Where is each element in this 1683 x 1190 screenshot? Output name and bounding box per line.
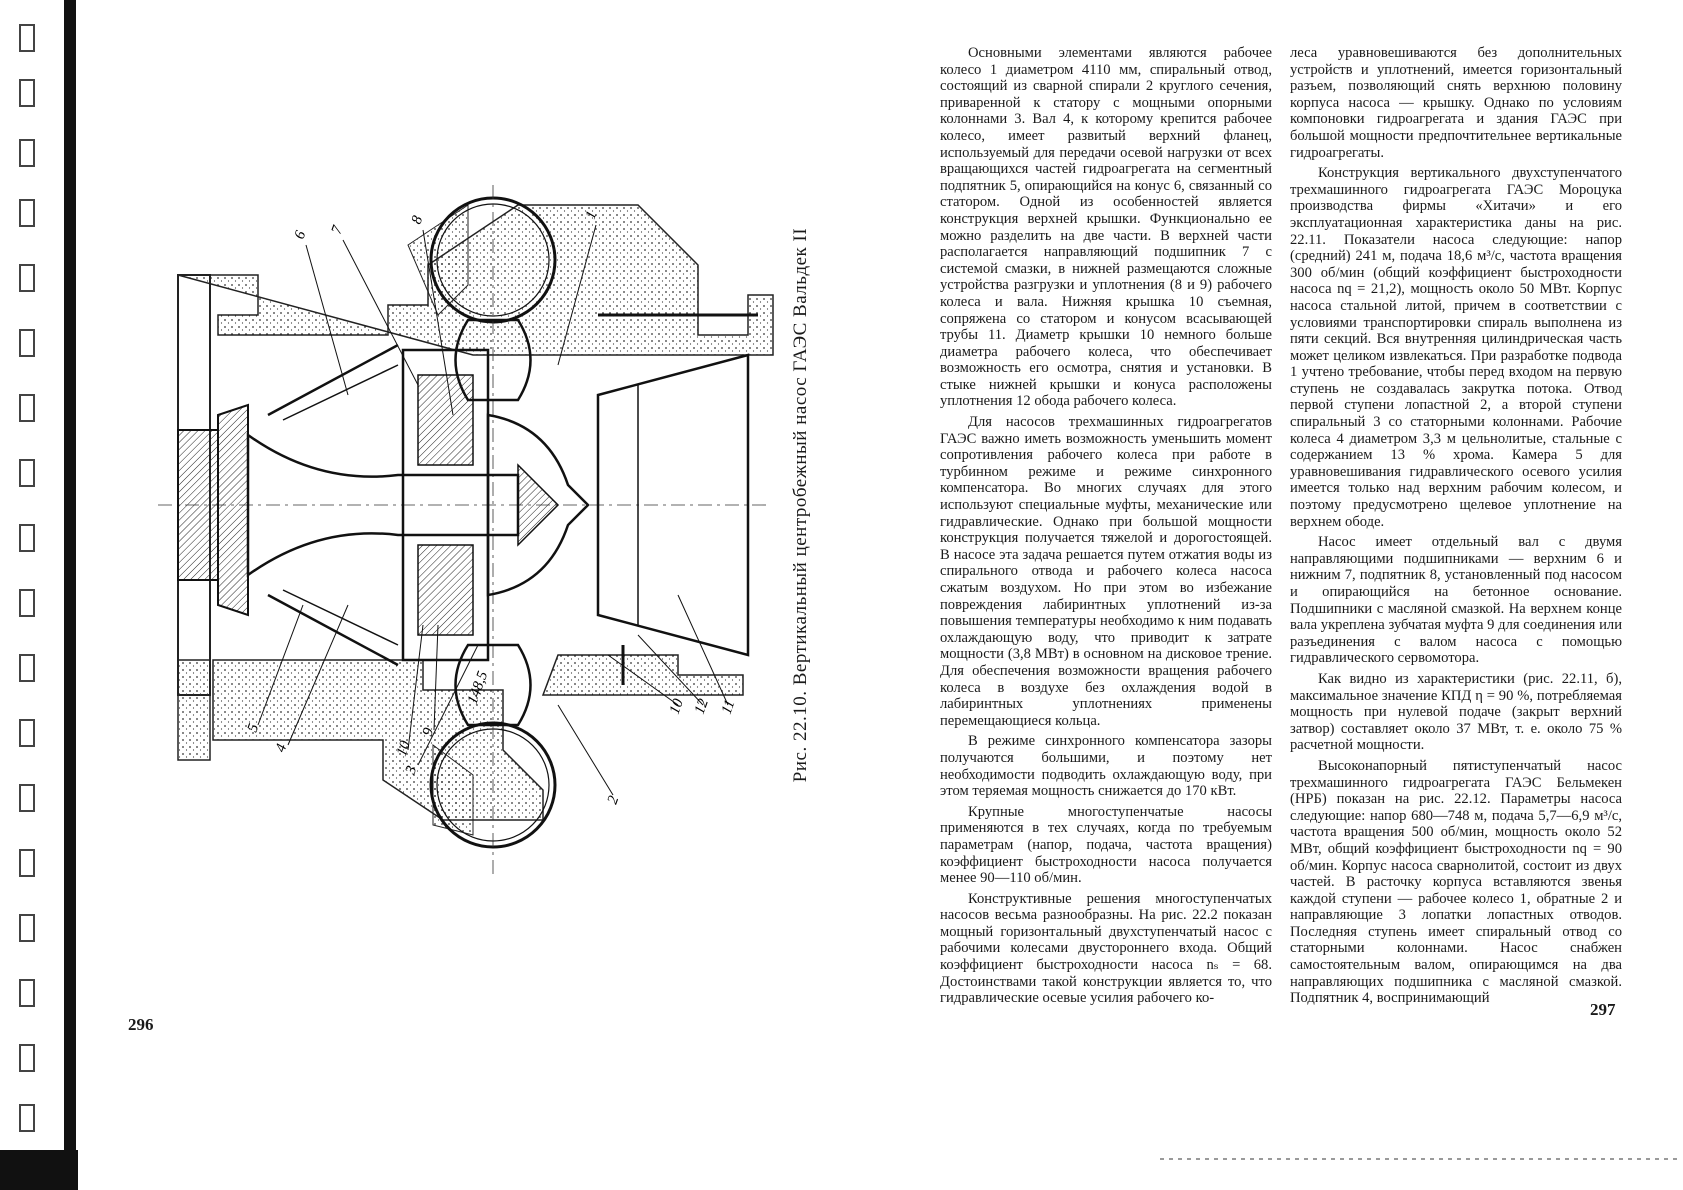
paragraph: Основными элементами являются рабочее колесо 1 диаметром 4110 мм, спиральный отвод, состоящий из сварной спирали 2 круглого сечения, приваренной к статору с мощными опорными колоннами 3. Вал 4, к которому крепится рабочее колесо, имеет развитый верхний фланец, используемый для передачи осевой нагрузки от всех вращающихся частей гидроагрегата на сегментный подпятник 5, опирающийся на конус 6, связанный со статором. Одной из особенностей является конструкция верхней крышки. Функционально ее можно разделить на две части. В верхней части располагается направляющий подшипник 7 с системой смазки, в нижней размещаются сложные устройства разгрузки и уплотнения (8 и 9) рабочего колеса и вала. Нижняя крышка 10 съемная, сопряжена со статором и конусом всасывающей трубы 11. Диаметр крышки 10 немного больше диаметра рабочего колеса, что обеспечивает возможность его осмотра, снятия и установки. В стыке нижней крышки и конуса расположены уплотнения 12 обода рабочего колеса. <box>940 45 1272 410</box>
paragraph: Конструкция вертикального двухступенчатого трехмашинного гидроагрегата ГАЭС Мороцука производства фирмы «Хитачи» и его эксплуатационная характеристика даны на рис. 22.11. Показатели насоса следующие: напор (средний) 241 м, подача 18,6 м³/с, частота вращения 300 об/мин (общий коэффициент быстроходности насоса nq = 21,2), мощность около 50 МВт. Корпус насоса стальной литой, причем в соответствии с условиями транспортировки спираль выполнена из пяти секций. Вся внутренняя цилиндрическая часть может целиком извлекаться. При разработке подвода 1 учтено требование, чтобы перед входом на первую ступень не создавалась закрутка потока. Отвод первой ступени лопастной 2, а второй ступени спиральный 3 со статорными колоннами. Рабочие колеса 4 диаметром 3,3 м цельнолитые, стальные с содержанием 13 % хрома. Камера 5 для уравновешивания гидравлического осевого усилия имеется только над верхним рабочим колесом, и поэтому предусмотрено щелевое уплотнение на верхнем ободе. <box>1290 165 1622 530</box>
paragraph: Насос имеет отдельный вал с двумя направляющими подшипниками — верхним 6 и нижним 7, подпятник 8, установленный под насосом и опирающийся на бетонное основание. Подшипники с масляной смазкой. На верхнем конце вала укреплена зубчатая муфта 9 для соединения или разъединения с валом насоса с помощью гидравлического сервомотора. <box>1290 534 1622 667</box>
figure-callout-label: 7 <box>328 223 347 237</box>
figure-callout-label: 10 <box>666 696 687 717</box>
paragraph: Высоконапорный пятиступенчатый насос трехмашинного гидроагрегата ГАЭС Бельмекен (НРБ) показан на рис. 22.12. Параметры насоса следующие: напор 680—748 м, подача 5,7—6,9 м³/с, частота вращения 500 об/мин, мощность около 52 МВт, общий коэффициент быстроходности nq = 90 об/мин. Корпус насоса сварнолитой, состоит из двух частей. В расточку корпуса вставляются звенья каждой ступени — рабочее колесо 1, обратные 2 и направляющие 3 лопатки лопастных отводов. Последняя ступень имеет спиральный отвод со статорными колоннами. Насос снабжен самостоятельным валом, опирающимся на два направляющих подшипника с масляной смазкой. Подпятник 4, воспринимающий <box>1290 757 1622 1007</box>
pump-cross-section-drawing <box>118 185 798 945</box>
text-column-1 <box>940 45 1272 1011</box>
paragraph: леса уравновешиваются без дополнительных устройств и уплотнений, имеется горизонтальный разъем, позволяющий снять верхнюю половину корпуса насоса — крышку. Однако по условиям компоновки гидроагрегата и здания ГАЭС при большой мощности предпочтительнее вертикальные гидроагрегаты. <box>1290 45 1622 161</box>
figure-caption: Рис. 22.10. Вертикальный центробежный насос ГАЭС Вальдек II <box>790 227 811 783</box>
left-page <box>78 0 868 1160</box>
figure-callout-label: 10 <box>393 738 414 759</box>
paragraph: Конструктивные решения многоступенчатых насосов весьма разнообразны. На рис. 22.2 показан мощный горизонтальный двухступенчатый насос с рабочими колесами двустороннего входа. Общий коэффициент быстроходности насоса nₛ = 68. Достоинствами такой конструкции является то, что гидравлические осевые усилия рабочего ко- <box>940 890 1272 1007</box>
paragraph: Для насосов трехмашинных гидроагрегатов ГАЭС важно иметь возможность уменьшить момент сопротивления рабочего колеса при работе в турбинном режиме и режиме синхронного компенсатора. Во многих случаях для этого используют специальные муфты, механические или гидравлические. Однако при большой мощности конструкция получается тяжелой и дорогостоящей. В насосе эта задача решается путем отжатия воды из спирального отвода и рабочего колеса насоса сжатым воздухом. Но при этом во избежание повреждения лабиринтных уплотнений из-за повышения температуры необходимо к ним подавать охлаждающую воду, что приводит к затрате мощности (3,8 МВт) в основном на дисковое трение. Для обеспечения возможности вращения рабочего колеса в воздухе без охлаждения водой в лабиринтных уплотнениях применены перемещающиеся кольца. <box>940 414 1272 729</box>
figure-callout-label: 148,5 <box>464 669 492 707</box>
figure-callout-label: 6 <box>291 228 310 242</box>
paragraph: Крупные многоступенчатые насосы применяются в тех случаях, когда по требуемым параметрам (напор, подача, частота вращения) коэффициент быстроходности насоса получается менее 90—110 об/мин. <box>940 803 1272 887</box>
page-number-left: 296 <box>128 1015 154 1034</box>
page-number-right: 297 <box>1590 1000 1616 1019</box>
scan-edge-line <box>1160 1158 1680 1160</box>
figure-callout-label: 11 <box>718 697 739 717</box>
figure-callout-label: 8 <box>408 213 427 227</box>
figure-callout-label: 4 <box>272 741 291 755</box>
paragraph: В режиме синхронного компенсатора зазоры получаются большими, и поэтому нет необходимости подводить охлаждающую воду, при этом теряемая мощность снижается до 170 кВт. <box>940 733 1272 800</box>
paragraph: Как видно из характеристики (рис. 22.11, б), максимальное значение КПД η = 90 %, потребляемая мощность при нулевой подаче (закрыт верхний затвор) составляет около 37 МВт, т. е. около 75 % расчетной мощности. <box>1290 670 1622 754</box>
figure-callout-label: 12 <box>691 696 712 717</box>
figure-callout-label: 3 <box>402 763 421 777</box>
figure-callout-label: 1 <box>582 208 601 222</box>
figure-callout-label: 2 <box>604 793 623 807</box>
figure-callout-label: 5 <box>244 721 263 735</box>
text-column-2 <box>1290 45 1622 1011</box>
right-page <box>940 0 1660 1160</box>
book-binding <box>0 0 78 1190</box>
figure-callout-label: 9 <box>419 725 438 739</box>
